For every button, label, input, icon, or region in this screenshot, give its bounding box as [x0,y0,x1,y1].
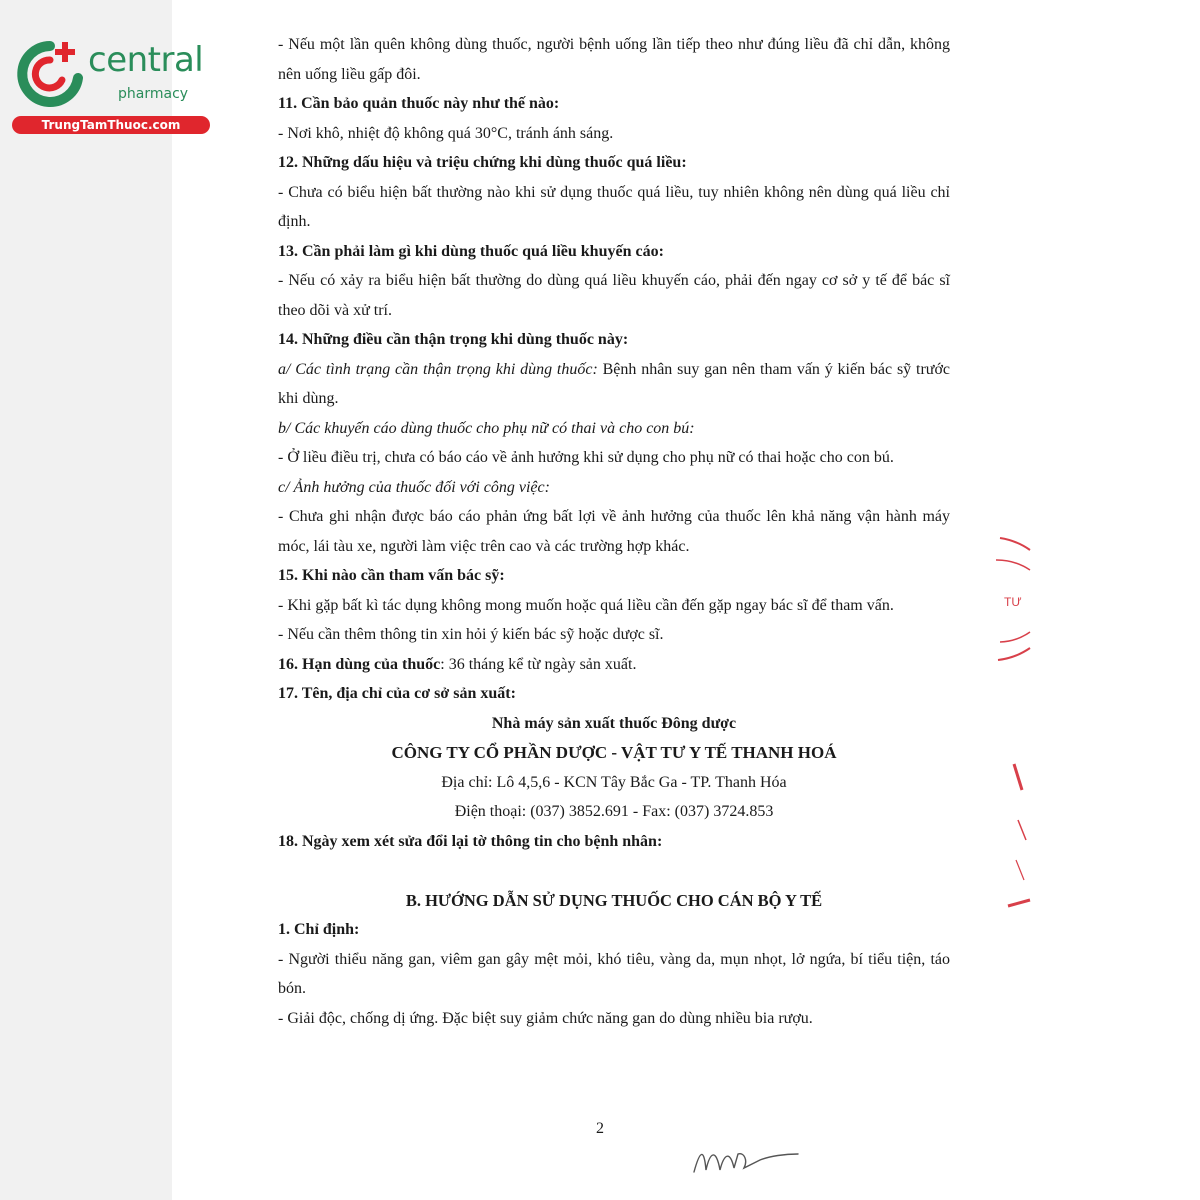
document-content [278,30,950,1033]
paragraph: - Chưa có biểu hiện bất thường nào khi sử dụng thuốc quá liều, tuy nhiên không nên dùng quá liều chỉ định. [278,183,950,230]
page-number: 2 [596,1120,604,1137]
stamp-fragment-icon [990,530,1034,680]
section-heading-11: 11. Cần bảo quản thuốc này như thế nào: [278,95,560,112]
logo-name: central [88,40,204,80]
text-16: : 36 tháng kể từ ngày sản xuất. [440,655,637,673]
paragraph: - Chưa ghi nhận được báo cáo phản ứng bất lợi về ảnh hưởng của thuốc lên khả năng vận hành máy móc, lái tàu xe, người làm việc trên cao và các trường hợp khác. [278,508,950,555]
paragraph: - Nơi khô, nhiệt độ không quá 30°C, tránh ánh sáng. [278,124,614,142]
section-heading-13: 13. Cần phải làm gì khi dùng thuốc quá liều khuyến cáo: [278,242,664,260]
pharmacy-logo-icon [10,36,90,116]
spacer [278,856,950,886]
logo-site-banner: TrungTamThuoc.com [12,116,210,134]
stamp-text: TƯ [1004,595,1022,609]
text-14a: Bệnh nhân suy gan nên tham vấn ý kiến bác sỹ trước khi dùng. [278,360,951,407]
subheading-14a: a/ Các tình trạng cần thận trọng khi dùng thuốc: [278,360,598,378]
paragraph: - Giải độc, chống dị ứng. Đặc biệt suy giảm chức năng gan do dùng nhiều bia rượu. [278,1009,813,1027]
subheading-14b: b/ Các khuyến cáo dùng thuốc cho phụ nữ có thai và cho con bú: [278,419,695,437]
section-heading-15: 15. Khi nào cần tham vấn bác sỹ: [278,567,505,584]
paragraph: - Nếu một lần quên không dùng thuốc, người bệnh uống lần tiếp theo như đúng liều đã chỉ dẫn, không nên uống liều gấp đôi. [278,36,950,83]
paragraph: - Ở liều điều trị, chưa có báo cáo về ảnh hưởng khi sử dụng cho phụ nữ có thai hoặc cho con bú. [278,449,894,466]
company-name: CÔNG TY CỔ PHẦN DƯỢC - VẬT TƯ Y TẾ THANH HOÁ [391,743,837,762]
signature-icon [690,1140,810,1180]
company-address: Địa chỉ: Lô 4,5,6 - KCN Tây Bắc Ga - TP. Thanh Hóa [441,773,787,791]
section-b-title: B. HƯỚNG DẪN SỬ DỤNG THUỐC CHO CÁN BỘ Y TẾ [405,890,823,910]
section-heading-17: 17. Tên, địa chỉ của cơ sở sản xuất: [278,685,516,702]
paragraph-16 [278,650,950,680]
section-heading-16: 16. Hạn dùng của thuốc [278,655,441,673]
paragraph: - Nếu có xảy ra biểu hiện bất thường do dùng quá liều khuyến cáo, phải đến ngay cơ sở y tế để bác sĩ theo dõi và xử trí. [278,272,950,319]
stamp-fragment-icon [1004,760,1034,910]
logo-subtitle: pharmacy [118,86,189,102]
section-heading-14: 14. Những điều cần thận trọng khi dùng thuốc này: [278,331,629,348]
paragraph: - Người thiểu năng gan, viêm gan gây mệt mỏi, khó tiêu, vàng da, mụn nhọt, lở ngứa, bí tiểu tiện, táo bón. [278,950,950,997]
paragraph: - Nếu cần thêm thông tin xin hỏi ý kiến bác sỹ hoặc dược sĩ. [278,626,664,643]
factory-name: Nhà máy sản xuất thuốc Đông dược [491,714,737,732]
subheading-14c: c/ Ảnh hưởng của thuốc đối với công việc: [278,478,550,496]
central-pharmacy-logo [10,36,215,136]
section-heading-12: 12. Những dấu hiệu và triệu chứng khi dùng thuốc quá liều: [278,154,687,171]
paragraph-14a [278,355,950,414]
company-phone: Điện thoại: (037) 3852.691 - Fax: (037) 3724.853 [454,803,774,820]
section-heading-b1: 1. Chỉ định: [278,921,360,938]
section-heading-18: 18. Ngày xem xét sửa đổi lại tờ thông tin cho bệnh nhân: [278,832,663,850]
paragraph: - Khi gặp bất kì tác dụng không mong muốn hoặc quá liều cần đến gặp ngay bác sĩ để tham vấn. [278,596,894,614]
